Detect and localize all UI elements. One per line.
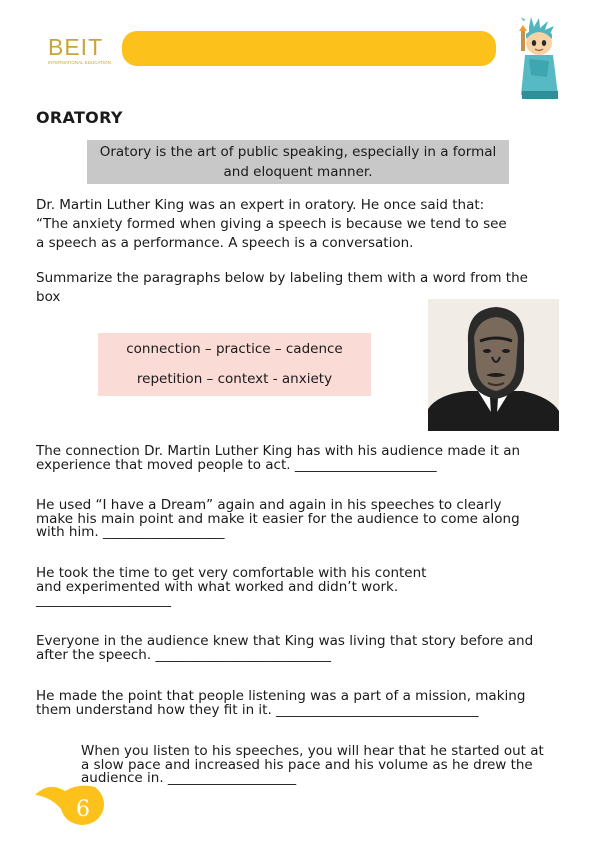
question-2-line-2: make his main point and make it easier for the audience to come along bbox=[36, 510, 520, 527]
header-bar bbox=[122, 31, 496, 66]
question-5 bbox=[36, 690, 525, 717]
question-1 bbox=[36, 445, 520, 472]
statue-of-liberty-mascot bbox=[509, 17, 563, 101]
logo-subtitle: INTERNATIONAL EDUCATION bbox=[48, 60, 111, 65]
question-5-line-2: them understand how they fit in it. ______________________________ bbox=[36, 701, 479, 718]
page-title: ORATORY bbox=[36, 108, 123, 127]
intro-line-3: a speech as a performance. A speech is a conversation. bbox=[36, 235, 414, 251]
instruction-line-1: Summarize the paragraphs below by labeling them with a word from the bbox=[36, 270, 528, 286]
question-4-line-2: after the speech. __________________________ bbox=[36, 646, 331, 663]
definition-box bbox=[87, 140, 509, 184]
question-3 bbox=[36, 567, 426, 608]
intro-line-2: “The anxiety formed when giving a speech is because we tend to see bbox=[36, 216, 507, 232]
question-6-line-1: When you listen to his speeches, you will hear that he started out at bbox=[81, 743, 544, 759]
word-box-line-1: connection – practice – cadence bbox=[126, 341, 343, 357]
question-6-line-2: a slow pace and increased his pace and his volume as he drew the bbox=[81, 756, 533, 773]
instruction-line-2: box bbox=[36, 289, 61, 305]
question-1-line-1: The connection Dr. Martin Luther King has with his audience made it an bbox=[36, 443, 521, 459]
intro-paragraph bbox=[36, 196, 507, 253]
question-3-line-2: and experimented with what worked and didn’t work. bbox=[36, 578, 399, 595]
question-2 bbox=[36, 499, 520, 540]
definition-line-2: and eloquent manner. bbox=[223, 164, 373, 180]
intro-line-1: Dr. Martin Luther King was an expert in oratory. He once said that: bbox=[36, 197, 485, 213]
question-3-line-3: ____________________ bbox=[36, 592, 171, 608]
word-box-line-2: repetition – context - anxiety bbox=[136, 371, 333, 387]
question-4-line-1: Everyone in the audience knew that King was living that story before and bbox=[36, 633, 534, 649]
logo-word: BEIT bbox=[48, 34, 104, 60]
word-box bbox=[98, 333, 371, 396]
definition-line-1: Oratory is the art of public speaking, especially in a formal bbox=[99, 144, 497, 160]
question-4 bbox=[36, 635, 533, 662]
question-6 bbox=[81, 745, 544, 786]
question-1-line-2: experience that moved people to act. _____________________ bbox=[36, 456, 437, 473]
martin-luther-king-portrait bbox=[428, 299, 559, 431]
question-5-line-1: He made the point that people listening was a part of a mission, making bbox=[36, 688, 526, 704]
question-3-line-1: He took the time to get very comfortable with his content bbox=[36, 565, 427, 581]
question-6-line-3: audience in. ___________________ bbox=[81, 770, 297, 786]
beit-logo bbox=[48, 36, 111, 65]
question-2-line-3: with him. __________________ bbox=[36, 524, 225, 540]
page-number: 6 bbox=[76, 797, 90, 822]
question-2-line-1: He used “I have a Dream” again and again in his speeches to clearly bbox=[36, 497, 502, 513]
page-number-badge bbox=[35, 779, 107, 827]
